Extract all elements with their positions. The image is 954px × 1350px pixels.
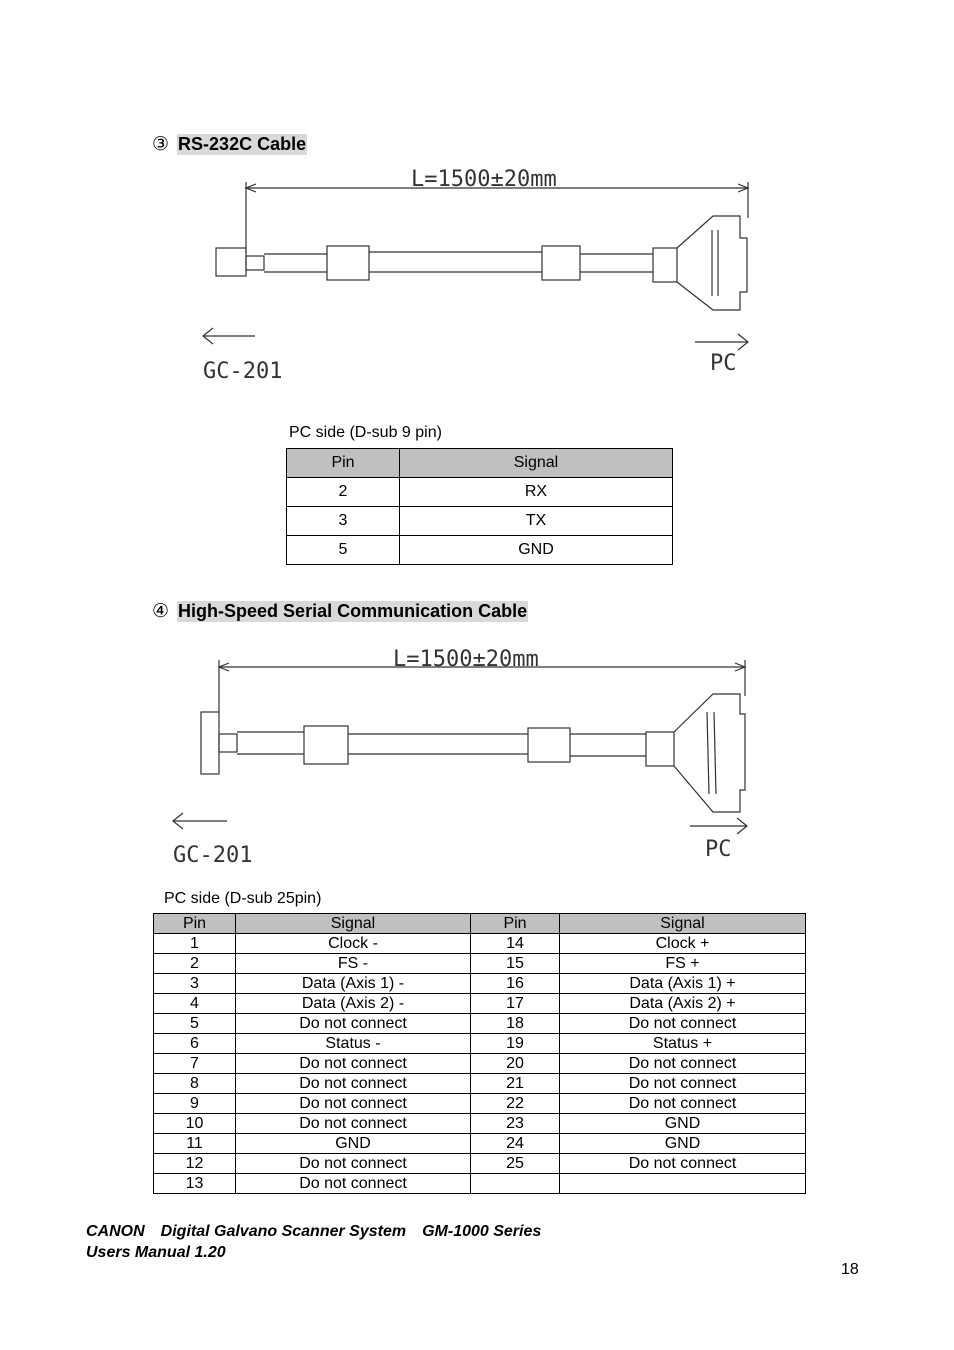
pc-label: PC [705, 837, 732, 862]
table-cell: 3 [287, 507, 400, 536]
table-cell: Status - [236, 1034, 471, 1054]
column-header: Signal [236, 914, 471, 934]
table-cell: 1 [154, 934, 236, 954]
table-caption: PC side (D-sub 9 pin) [289, 424, 442, 441]
table-cell: 20 [471, 1054, 560, 1074]
table-cell: Data (Axis 1) + [560, 974, 806, 994]
table-cell: Do not connect [236, 1094, 471, 1114]
section-number: ③ [152, 134, 170, 155]
table-cell: Do not connect [560, 1054, 806, 1074]
table-cell: 3 [154, 974, 236, 994]
table-row [154, 954, 806, 974]
table-cell: 23 [471, 1114, 560, 1134]
table-cell: FS + [560, 954, 806, 974]
table-row [154, 994, 806, 1014]
table-cell: 6 [154, 1034, 236, 1054]
table-cell: GND [560, 1114, 806, 1134]
table-cell: Do not connect [560, 1094, 806, 1114]
table-cell: Status + [560, 1034, 806, 1054]
rs232c-cable-drawing [195, 160, 765, 390]
table-cell: GND [560, 1134, 806, 1154]
table-cell: Clock - [236, 934, 471, 954]
table-cell: 10 [154, 1114, 236, 1134]
length-label: L=1500±20mm [411, 167, 557, 192]
table-cell: 18 [471, 1014, 560, 1034]
table-row [154, 1154, 806, 1174]
table-cell: Do not connect [560, 1014, 806, 1034]
table-header-row [154, 914, 806, 934]
table-cell: 15 [471, 954, 560, 974]
table-cell: Do not connect [560, 1074, 806, 1094]
footer-manual-version: Users Manual 1.20 [86, 1244, 226, 1261]
table-row [154, 934, 806, 954]
table-row [154, 1074, 806, 1094]
table-header-row [287, 449, 673, 478]
table-cell: 8 [154, 1074, 236, 1094]
gc201-label: GC-201 [203, 359, 283, 384]
table-row [154, 1114, 806, 1134]
table-cell: 2 [154, 954, 236, 974]
pin-table-dsub25 [153, 913, 806, 1194]
table-cell: 14 [471, 934, 560, 954]
table-row [154, 1174, 806, 1194]
column-header: Signal [560, 914, 806, 934]
table-cell: 12 [154, 1154, 236, 1174]
table-cell: Do not connect [236, 1174, 471, 1194]
table-row [154, 1034, 806, 1054]
table-cell: 21 [471, 1074, 560, 1094]
column-header: Pin [154, 914, 236, 934]
table-row [154, 1134, 806, 1154]
table-cell: 25 [471, 1154, 560, 1174]
section-title: RS-232C Cable [178, 134, 307, 154]
table-row [154, 1054, 806, 1074]
table-cell: 13 [154, 1174, 236, 1194]
table-cell: 2 [287, 478, 400, 507]
table-cell: 24 [471, 1134, 560, 1154]
table-cell: 5 [287, 536, 400, 565]
table-cell: Data (Axis 1) - [236, 974, 471, 994]
column-header: Pin [287, 449, 400, 478]
gc201-label: GC-201 [173, 843, 253, 868]
table-cell: 22 [471, 1094, 560, 1114]
table-cell: Do not connect [236, 1054, 471, 1074]
table-cell: FS - [236, 954, 471, 974]
table-cell: TX [400, 507, 673, 536]
length-label: L=1500±20mm [393, 647, 539, 672]
section-heading-rs232c [152, 133, 307, 156]
table-caption: PC side (D-sub 25pin) [164, 890, 322, 907]
footer-product-line: CANON Digital Galvano Scanner System GM-1000 Series [86, 1223, 542, 1240]
table-cell: 7 [154, 1054, 236, 1074]
section-heading-high-speed-serial [152, 600, 528, 623]
column-header: Signal [400, 449, 673, 478]
section-title: High-Speed Serial Communication Cable [178, 601, 528, 621]
pin-table-dsub9 [286, 448, 673, 565]
table-row [287, 478, 673, 507]
table-cell: 9 [154, 1094, 236, 1114]
table-row [287, 536, 673, 565]
table-row [287, 507, 673, 536]
table-cell [560, 1174, 806, 1194]
table-cell: Do not connect [236, 1014, 471, 1034]
section-number: ④ [152, 601, 170, 622]
table-cell: 19 [471, 1034, 560, 1054]
high-speed-serial-cable-drawing [165, 640, 765, 880]
table-row [154, 974, 806, 994]
table-cell [471, 1174, 560, 1194]
table-cell: Data (Axis 2) + [560, 994, 806, 1014]
pc-label: PC [710, 351, 737, 376]
table-cell: Do not connect [236, 1074, 471, 1094]
table-cell: 11 [154, 1134, 236, 1154]
table-cell: 16 [471, 974, 560, 994]
table-cell: Do not connect [236, 1114, 471, 1134]
table-cell: 5 [154, 1014, 236, 1034]
footer [86, 1221, 541, 1263]
table-cell: GND [236, 1134, 471, 1154]
table-row [154, 1094, 806, 1114]
table-row [154, 1014, 806, 1034]
table-cell: Data (Axis 2) - [236, 994, 471, 1014]
table-cell: 17 [471, 994, 560, 1014]
table-cell: GND [400, 536, 673, 565]
table-cell: 4 [154, 994, 236, 1014]
table-cell: Do not connect [560, 1154, 806, 1174]
table-cell: RX [400, 478, 673, 507]
page-number: 18 [841, 1261, 859, 1278]
column-header: Pin [471, 914, 560, 934]
table-cell: Clock + [560, 934, 806, 954]
table-cell: Do not connect [236, 1154, 471, 1174]
